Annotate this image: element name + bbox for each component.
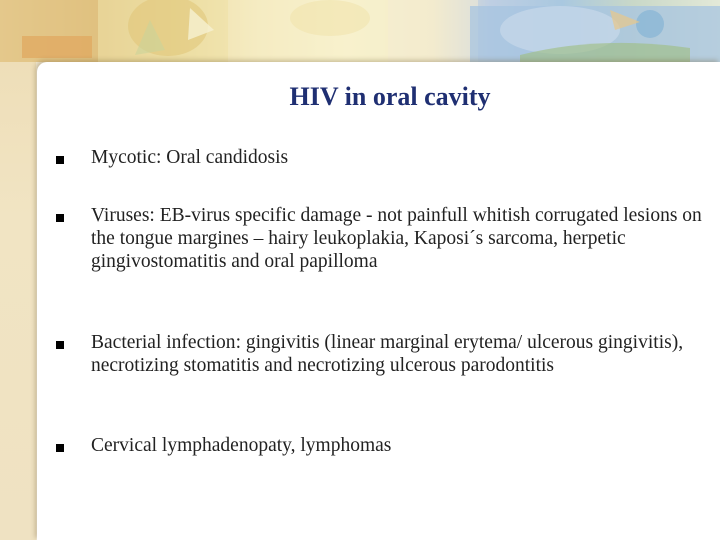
bullet-marker [56, 444, 64, 452]
bullet-description: : gingivitis (linear marginal erytema/ ulcerous gingivitis), necrotizing stomatitis and necrotizing ulcerous parodontitis [91, 332, 684, 376]
bullet-description: Cervical lymphadenopaty, lymphomas [91, 435, 392, 456]
bullet-marker [56, 156, 64, 164]
slide-title: HIV in oral cavity [289, 82, 491, 111]
bullet-text [91, 434, 703, 457]
bullet-marker [56, 214, 64, 222]
bullet-term: Bacterial infection [91, 332, 236, 353]
bullet-text [91, 331, 703, 377]
bullet-term: Viruses [91, 205, 150, 226]
bullet-description: : Oral candidosis [155, 147, 289, 168]
bullet-description: : EB-virus specific damage - not painfull whitish corrugated lesions on the tongue margines – hairy leukoplakia, Kaposi´s sarcoma, herpetic gingivostomatitis and oral papilloma [91, 205, 702, 272]
bullet-marker [56, 341, 64, 349]
bullet-term: Mycotic [91, 147, 156, 168]
bullet-text [91, 146, 703, 169]
bullet-text [91, 204, 703, 273]
